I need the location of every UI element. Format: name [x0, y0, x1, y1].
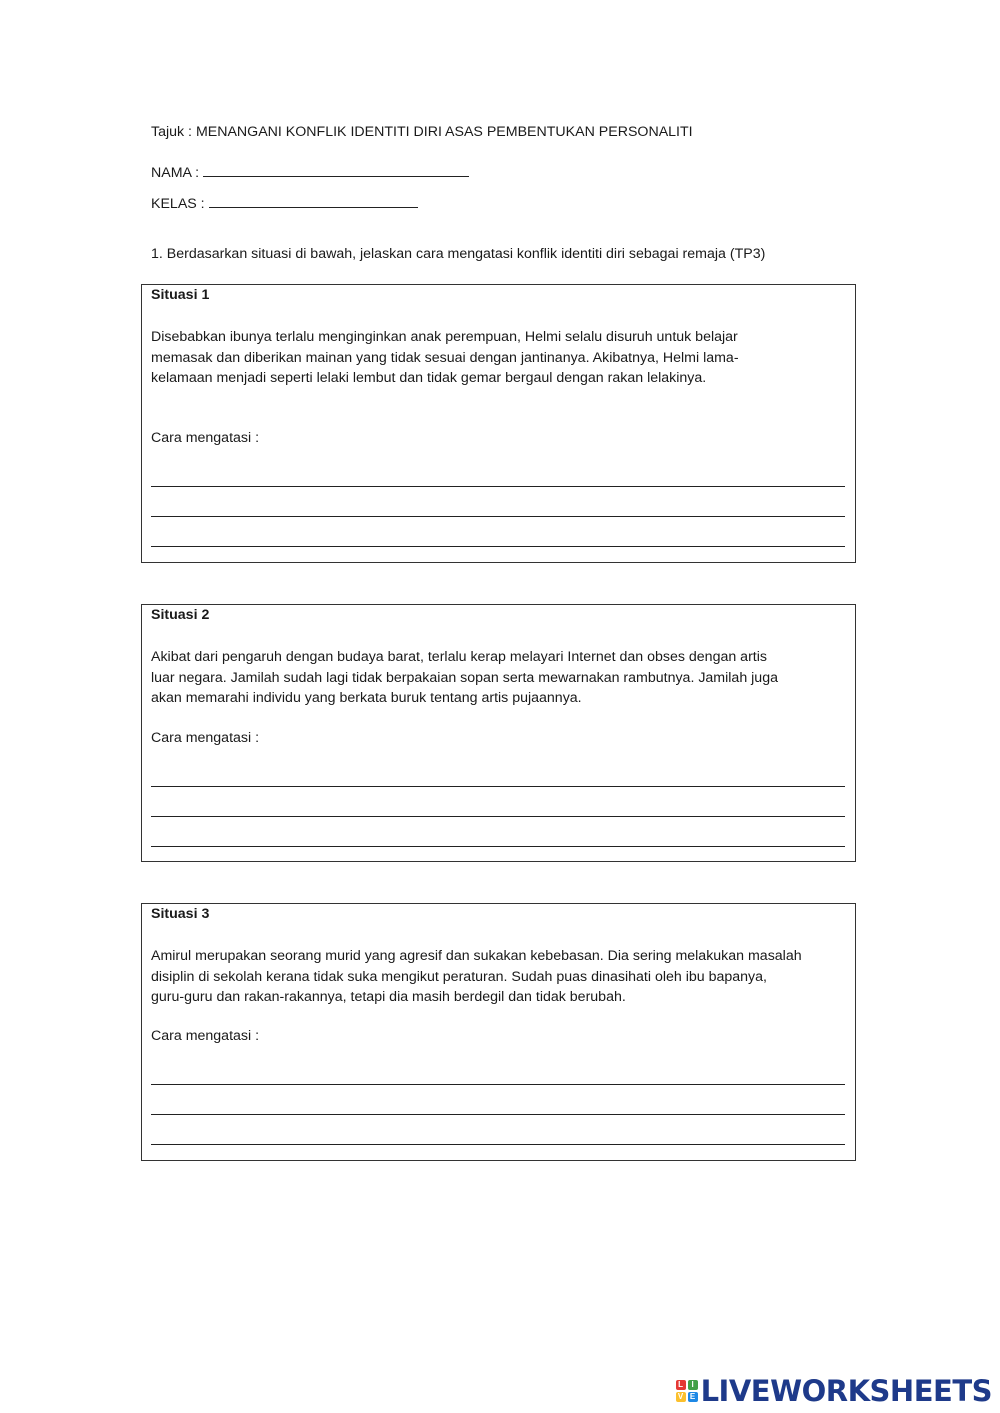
situation-text: [151, 647, 851, 709]
situation-box-3: [141, 903, 856, 1161]
kelas-row: [151, 193, 418, 215]
cara-mengatasi-label: Cara mengatasi :: [151, 1028, 260, 1044]
answer-line[interactable]: [151, 546, 845, 547]
situation-line: Amirul merupakan seorang murid yang agresif dan sukakan kebebasan. Dia sering melakukan masalah: [151, 948, 802, 964]
nama-blank-line[interactable]: [203, 162, 469, 177]
answer-line[interactable]: [151, 486, 845, 487]
logo-text: LIVEWORKSHEETS: [700, 1374, 992, 1408]
answer-line[interactable]: [151, 1144, 845, 1145]
cara-mengatasi-label: Cara mengatasi :: [151, 730, 260, 746]
situation-text: [151, 327, 851, 389]
nama-label: NAMA :: [151, 165, 200, 181]
nama-row: [151, 162, 469, 184]
answer-line[interactable]: [151, 516, 845, 517]
worksheet-title: Tajuk : MENANGANI KONFLIK IDENTITI DIRI ASAS PEMBENTUKAN PERSONALITI: [151, 124, 693, 140]
situation-title: Situasi 1: [151, 287, 210, 303]
situation-line: kelamaan menjadi seperti lelaki lembut dan tidak gemar bergaul dengan rakan lelakinya.: [151, 370, 707, 386]
logo-tile: E: [688, 1392, 698, 1402]
situation-line: Akibat dari pengaruh dengan budaya barat, terlalu kerap melayari Internet dan obses dengan artis: [151, 649, 767, 665]
answer-line[interactable]: [151, 846, 845, 847]
answer-line[interactable]: [151, 786, 845, 787]
answer-line[interactable]: [151, 1114, 845, 1115]
question-text: 1. Berdasarkan situasi di bawah, jelaskan cara mengatasi konflik identiti diri sebagai remaja (TP3): [151, 246, 766, 262]
situation-line: luar negara. Jamilah sudah lagi tidak berpakaian sopan serta mewarnakan rambutnya. Jamilah juga: [151, 669, 778, 686]
answer-line[interactable]: [151, 816, 845, 817]
situation-line: guru-guru dan rakan-rakannya, tetapi dia masih berdegil dan tidak berubah.: [151, 989, 626, 1005]
kelas-label: KELAS :: [151, 196, 205, 212]
situation-box-1: [141, 284, 856, 563]
situation-box-2: [141, 604, 856, 862]
situation-line: akan memarahi individu yang berkata buruk tentang artis pujaannya.: [151, 690, 582, 706]
kelas-blank-line[interactable]: [209, 193, 418, 208]
situation-title: Situasi 2: [151, 607, 210, 623]
situation-title: Situasi 3: [151, 906, 210, 922]
situation-line: disiplin di sekolah kerana tidak suka mengikut peraturan. Sudah puas dinasihati oleh ibu bapanya,: [151, 968, 767, 985]
logo-tile: V: [676, 1392, 686, 1402]
situation-line: Disebabkan ibunya terlalu menginginkan anak perempuan, Helmi selalu disuruh untuk belajar: [151, 329, 738, 345]
situation-line: memasak dan diberikan mainan yang tidak sesuai dengan jantinanya. Akibatnya, Helmi lama-: [151, 349, 739, 366]
logo-tiles-icon: [676, 1380, 698, 1402]
logo-tile: L: [676, 1380, 686, 1390]
logo-tile: I: [688, 1380, 698, 1390]
cara-mengatasi-label: Cara mengatasi :: [151, 430, 260, 446]
liveworksheets-logo: [676, 1376, 992, 1406]
situation-text: [151, 946, 851, 1008]
answer-line[interactable]: [151, 1084, 845, 1085]
